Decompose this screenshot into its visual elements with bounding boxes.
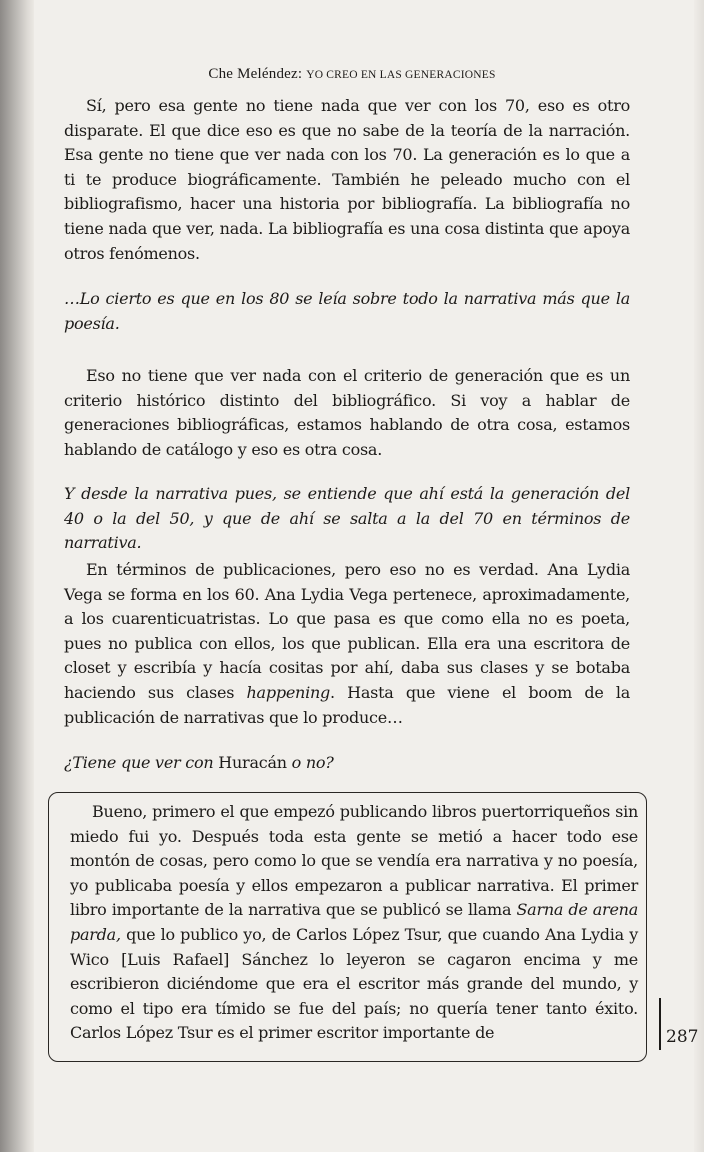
answer-paragraph-4 bbox=[70, 800, 638, 1046]
question-paragraph-1: …Lo cierto es que en los 80 se leía sobre todo la narrativa más que la poesía. bbox=[64, 289, 630, 333]
running-head-title: YO CREO EN LAS GENERACIONES bbox=[306, 69, 496, 81]
answer-paragraph-4-book-title: Sarna de arena parda, bbox=[70, 900, 638, 944]
question-paragraph-3-text-c: o no? bbox=[286, 753, 334, 772]
page-number-rule bbox=[659, 998, 661, 1050]
answer-paragraph-3 bbox=[64, 558, 630, 730]
answer-paragraph-3-text-a: En términos de publicaciones, pero eso no es verdad. Ana Lydia Vega se forma en los 60. Ana Lydia Vega pertenece, aproximadamente, a los cuarenticuatristas. Lo que pasa es que como ella no es poeta, pues no publica con ellos, los que publican. Ella era una escritora de closet y escribía y hacía cositas por ahí, daba sus clases y se botaba haciendo sus clases bbox=[64, 560, 630, 702]
answer-paragraph-4-text-a: Bueno, primero el que empezó publicando libros puertorriqueños sin miedo fui yo. Después toda esta gente se metió a hacer todo ese montón de cosas, pero como lo que se vendía era narrativa y no poesía, yo publicaba poesía y ellos empezaron a publicar narrativa. El primer libro importante de la narrativa que se publicó se llama bbox=[70, 802, 638, 920]
question-paragraph-3 bbox=[64, 751, 630, 776]
question-paragraph-3-title: Huracán bbox=[218, 753, 287, 772]
answer-paragraph-3-emphasis: happening bbox=[246, 682, 331, 702]
answer-paragraph-1: Sí, pero esa gente no tiene nada que ver con los 70, eso es otro disparate. El que dice eso es que no sabe de la teoría de la narración. Esa gente no tiene que ver nada con los 70. La generación es lo que a ti te produce biográficamente. También he peleado mucho con el bibliografismo, hacer una historia por bibliografía. La bibliografía no tiene nada que ver, nada. La bibliografía es una cosa distinta que apoya otros fenómenos. bbox=[64, 96, 630, 263]
question-paragraph-2: Y desde la narrativa pues, se entiende que ahí está la generación del 40 o la del 50, y que de ahí se salta a la del 70 en términos de narrativa. bbox=[64, 484, 630, 553]
page-edge bbox=[694, 0, 704, 1152]
answer-paragraph-2: Eso no tiene que ver nada con el criterio de generación que es un criterio histórico distinto del bibliográfico. Si voy a hablar de generaciones bibliográficas, estamos hablando de otra cosa, estamos hablando de catálogo y eso es otra cosa. bbox=[64, 366, 630, 459]
running-head bbox=[0, 66, 704, 83]
book-gutter-shadow bbox=[0, 0, 34, 1152]
answer-paragraph-3-text-b: . Hasta que viene el boom de la publicación de narrativas que lo produce… bbox=[64, 682, 631, 727]
answer-paragraph-4-text-b: que lo publico yo, de Carlos López Tsur, que cuando Ana Lydia y Wico [Luis Rafael] Sánchez lo leyeron se cagaron encima y me escribieron diciéndome que era el escritor más grande del mundo, y como el tipo era tímido se fue del país; no quería tener tanto éxito. Carlos López Tsur es el primer escritor importante de bbox=[70, 924, 638, 1043]
page-number: 287 bbox=[666, 1027, 699, 1047]
running-head-author: Che Meléndez: bbox=[208, 66, 303, 82]
question-paragraph-3-text-a: ¿Tiene que ver con bbox=[64, 753, 219, 772]
